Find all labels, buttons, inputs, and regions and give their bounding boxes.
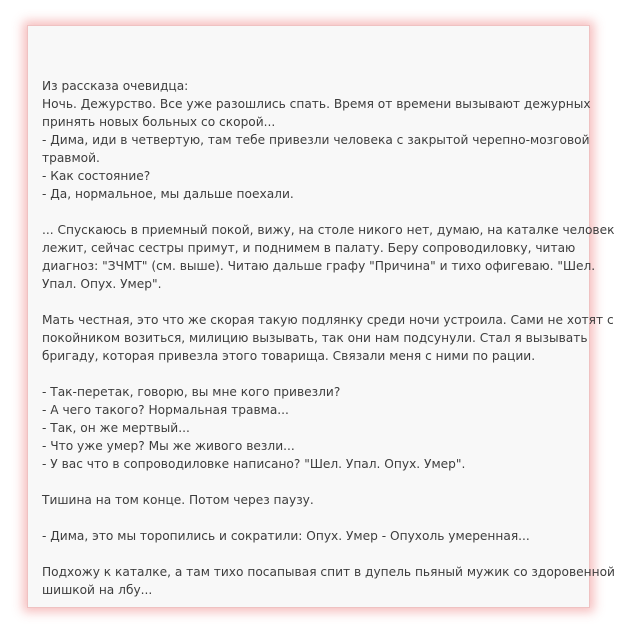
story-line: Упал. Опух. Умер". [42, 277, 162, 291]
story-line: - Дима, это мы торопились и сократили: Опух. Умер - Опухоль умеренная... [42, 529, 530, 543]
story-line: покойником возиться, милицию вызывать, так они нам подсунули. Стал я вызывать [42, 331, 588, 345]
story-line [42, 545, 582, 563]
story-line: бригаду, которая привезла этого товарища. Связали меня с ними по рации. [42, 349, 536, 363]
story-line [42, 473, 582, 491]
story-line: - Дима, иди в четвертую, там тебе привезли человека с закрытой черепно-мозговой [42, 133, 590, 147]
story-line: Из рассказа очевидца: [42, 79, 189, 93]
story-line: - Да, нормальное, мы дальше поехали. [42, 187, 294, 201]
story-line: лежит, сейчас сестры примут, и поднимем в палату. Беру сопроводиловку, читаю [42, 241, 576, 255]
story-text [42, 77, 615, 599]
story-line: - У вас что в сопроводиловке написано? "Шел. Упал. Опух. Умер". [42, 457, 466, 471]
story-line: - Так, он же мертвый... [42, 421, 190, 435]
story-line [42, 293, 582, 311]
story-line: диагноз: "ЗЧМТ" (см. выше). Читаю дальше графу "Причина" и тихо офигеваю. "Шел. [42, 259, 596, 273]
story-card [27, 25, 615, 608]
story-line: ... Спускаюсь в приемный покой, вижу, на столе никого нет, думаю, на каталке человек [42, 223, 615, 237]
story-line [42, 365, 582, 383]
story-line: - Как состояние? [42, 169, 151, 183]
story-line: принять новых больных со скорой... [42, 115, 276, 129]
story-line: шишкой на лбу... [42, 583, 153, 597]
story-line [42, 203, 582, 221]
story-line: Ночь. Дежурство. Все уже разошлись спать. Время от времени вызывают дежурных [42, 97, 591, 111]
story-line: Тишина на том конце. Потом через паузу. [42, 493, 314, 507]
story-line: - А чего такого? Нормальная травма... [42, 403, 289, 417]
story-line: - Что уже умер? Мы же живого везли... [42, 439, 295, 453]
story-line: травмой. [42, 151, 100, 165]
story-line: - Так-перетак, говорю, вы мне кого привезли? [42, 385, 341, 399]
story-line [42, 509, 582, 527]
story-line: Подхожу к каталке, а там тихо посапывая спит в дупель пьяный мужик со здоровенной [42, 565, 615, 579]
story-line: Мать честная, это что же скорая такую подлянку среди ночи устроила. Сами не хотят с [42, 313, 614, 327]
